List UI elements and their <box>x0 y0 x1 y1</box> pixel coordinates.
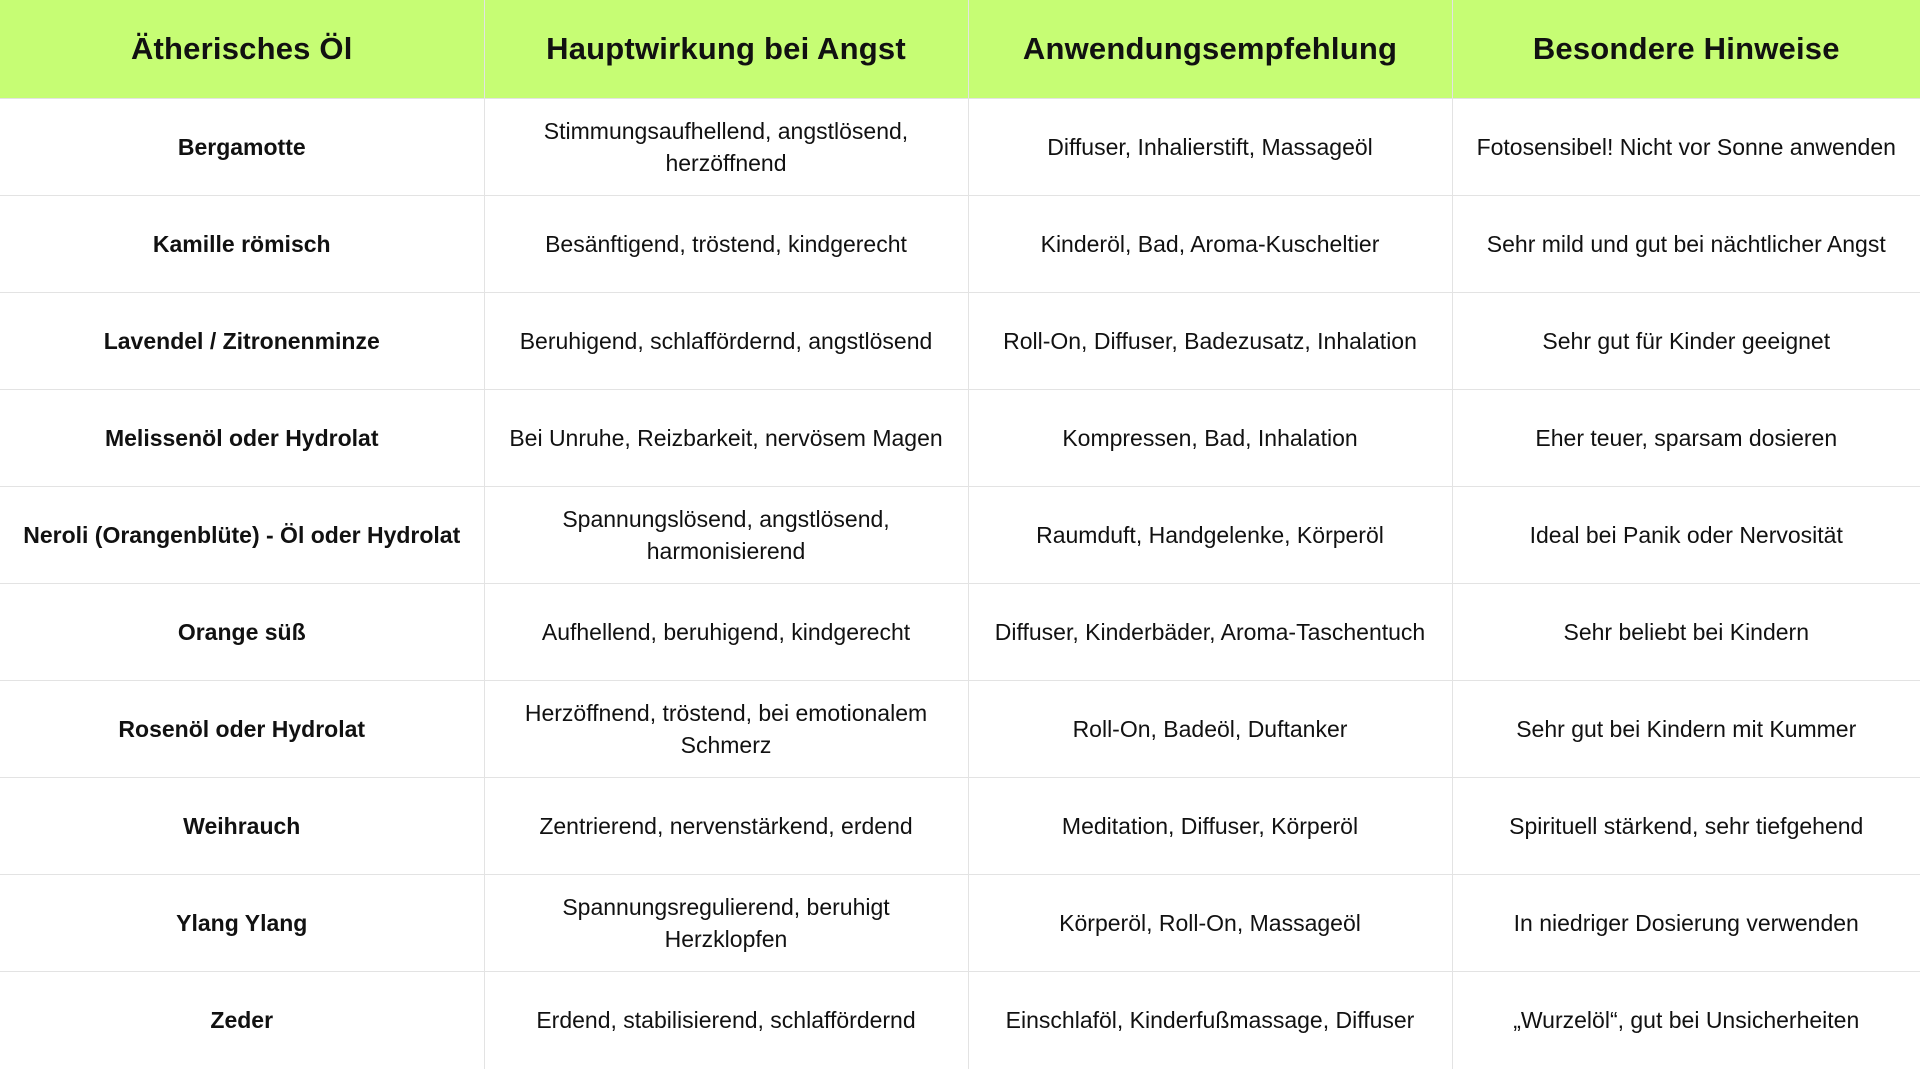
oil-name-cell: Zeder <box>0 972 484 1069</box>
notes-cell: Sehr gut bei Kindern mit Kummer <box>1452 681 1920 778</box>
oil-name-cell: Lavendel / Zitronenminze <box>0 293 484 390</box>
oil-name-cell: Kamille römisch <box>0 196 484 293</box>
oil-name-cell: Rosenöl oder Hydrolat <box>0 681 484 778</box>
column-header-main-effect: Hauptwirkung bei Angst <box>484 0 968 99</box>
main-effect-cell: Aufhellend, beruhigend, kindgerecht <box>484 584 968 681</box>
header-row <box>0 0 1920 99</box>
main-effect-cell: Bei Unruhe, Reizbarkeit, nervösem Magen <box>484 390 968 487</box>
application-cell: Diffuser, Inhalierstift, Massageöl <box>968 99 1452 196</box>
column-header-notes: Besondere Hinweise <box>1452 0 1920 99</box>
table-row <box>0 390 1920 487</box>
notes-cell: In niedriger Dosierung verwenden <box>1452 875 1920 972</box>
application-cell: Diffuser, Kinderbäder, Aroma-Taschentuch <box>968 584 1452 681</box>
table-header <box>0 0 1920 99</box>
main-effect-cell: Beruhigend, schlaffördernd, angstlösend <box>484 293 968 390</box>
column-header-application: Anwendungsempfehlung <box>968 0 1452 99</box>
notes-cell: Fotosensibel! Nicht vor Sonne anwenden <box>1452 99 1920 196</box>
table-row <box>0 196 1920 293</box>
notes-cell: Sehr gut für Kinder geeignet <box>1452 293 1920 390</box>
notes-cell: Spirituell stärkend, sehr tiefgehend <box>1452 778 1920 875</box>
oil-name-cell: Melissenöl oder Hydrolat <box>0 390 484 487</box>
notes-cell: Ideal bei Panik oder Nervosität <box>1452 487 1920 584</box>
notes-cell: Eher teuer, sparsam dosieren <box>1452 390 1920 487</box>
oil-name-cell: Ylang Ylang <box>0 875 484 972</box>
main-effect-cell: Spannungslösend, angstlösend, harmonisierend <box>484 487 968 584</box>
application-cell: Einschlaföl, Kinderfußmassage, Diffuser <box>968 972 1452 1069</box>
table-row <box>0 584 1920 681</box>
oil-name-cell: Weihrauch <box>0 778 484 875</box>
main-effect-cell: Zentrierend, nervenstärkend, erdend <box>484 778 968 875</box>
notes-cell: „Wurzelöl“, gut bei Unsicherheiten <box>1452 972 1920 1069</box>
table-row <box>0 487 1920 584</box>
application-cell: Körperöl, Roll-On, Massageöl <box>968 875 1452 972</box>
application-cell: Meditation, Diffuser, Körperöl <box>968 778 1452 875</box>
oil-name-cell: Bergamotte <box>0 99 484 196</box>
application-cell: Roll-On, Badeöl, Duftanker <box>968 681 1452 778</box>
application-cell: Kinderöl, Bad, Aroma-Kuscheltier <box>968 196 1452 293</box>
oil-name-cell: Neroli (Orangenblüte) - Öl oder Hydrolat <box>0 487 484 584</box>
column-header-oil: Ätherisches Öl <box>0 0 484 99</box>
application-cell: Roll-On, Diffuser, Badezusatz, Inhalation <box>968 293 1452 390</box>
table-row <box>0 293 1920 390</box>
notes-cell: Sehr beliebt bei Kindern <box>1452 584 1920 681</box>
table-row <box>0 972 1920 1069</box>
main-effect-cell: Stimmungsaufhellend, angstlösend, herzöffnend <box>484 99 968 196</box>
oil-name-cell: Orange süß <box>0 584 484 681</box>
main-effect-cell: Besänftigend, tröstend, kindgerecht <box>484 196 968 293</box>
table-row <box>0 99 1920 196</box>
table-body <box>0 99 1920 1069</box>
main-effect-cell: Spannungsregulierend, beruhigt Herzklopfen <box>484 875 968 972</box>
main-effect-cell: Erdend, stabilisierend, schlaffördernd <box>484 972 968 1069</box>
table-row <box>0 681 1920 778</box>
application-cell: Raumduft, Handgelenke, Körperöl <box>968 487 1452 584</box>
notes-cell: Sehr mild und gut bei nächtlicher Angst <box>1452 196 1920 293</box>
table-row <box>0 778 1920 875</box>
application-cell: Kompressen, Bad, Inhalation <box>968 390 1452 487</box>
table-row <box>0 875 1920 972</box>
main-effect-cell: Herzöffnend, tröstend, bei emotionalem Schmerz <box>484 681 968 778</box>
